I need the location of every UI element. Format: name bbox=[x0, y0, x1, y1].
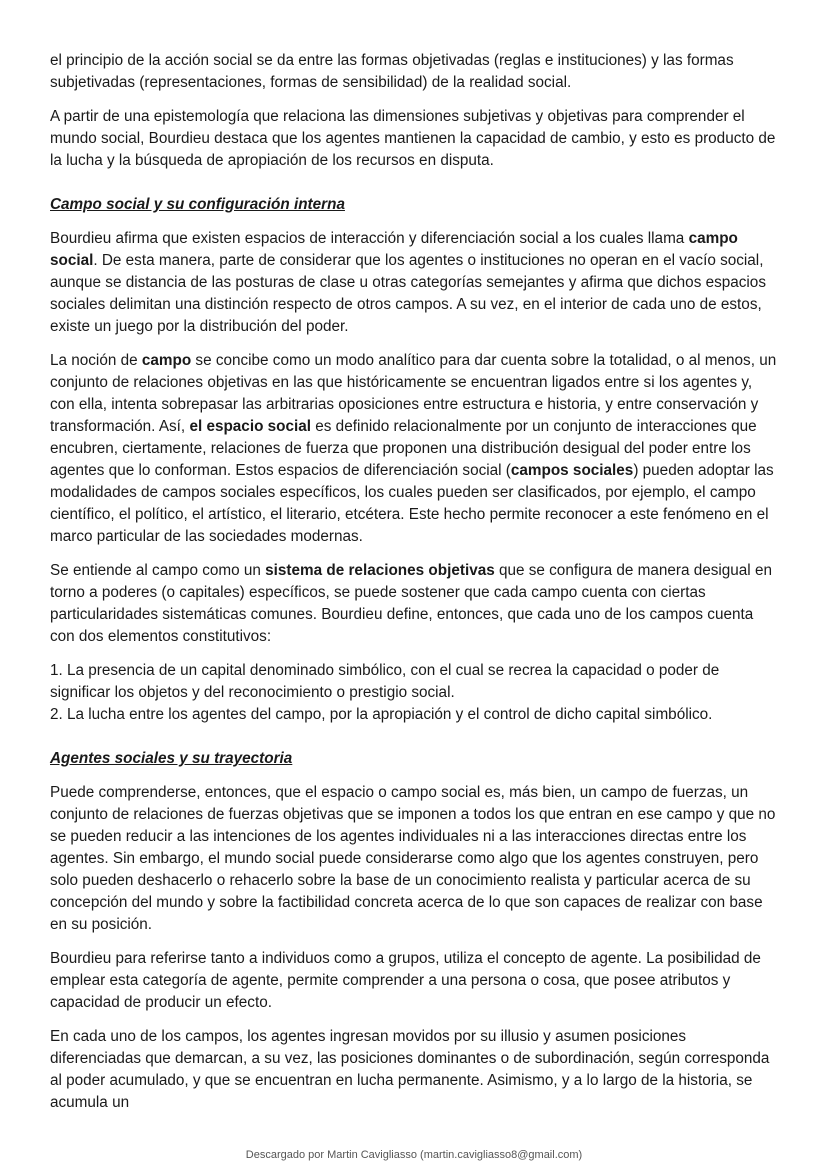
paragraph-epistemologia: A partir de una epistemología que relaciona las dimensiones subjetivas y objetivas para comprender el mundo social, Bourdieu destaca que los agentes mantienen la capacidad de cambio, y esto es producto de la lucha y la búsqueda de apropiación de los recursos en disputa. bbox=[50, 108, 776, 169]
section-heading-campo-social: Campo social y su configuración interna bbox=[50, 196, 345, 213]
text-segment: La noción de bbox=[50, 352, 142, 369]
bold-term-campos-sociales: campos sociales bbox=[510, 462, 634, 479]
text-segment: se concibe como un modo analítico para dar cuenta sobre la totalidad, o al menos, un conjunto de relaciones objetivas en las que históricamente se encuentran ligados entre si los agentes y, con ella, intenta sobrepasar las arbitrarias oposiciones entre estructura e historia, y entre conservación y transformación. Así, bbox=[50, 352, 777, 435]
list-item: 2. La lucha entre los agentes del campo, por la apropiación y el control de dicho capital simbólico. bbox=[50, 706, 713, 723]
text-segment: . De esta manera, parte de considerar que los agentes o instituciones no operan en el vacío social, aunque se distancia de las posturas de clase u otras categorías semejantes y afirma que dichos espacios sociales delimitan una distinción respecto de otros campos. A su vez, en el interior de cada uno de estos, existe un juego por la distribución del poder. bbox=[50, 252, 766, 335]
bold-term-espacio-social: el espacio social bbox=[189, 418, 312, 435]
text-segment: que se configura de manera desigual en torno a poderes (o capitales) específicos, se puede sostener que cada campo cuenta con ciertas particularidades sistemáticas comunes. Bourdieu define, entonces, que cada uno de los campos cuenta con dos elementos constitutivos: bbox=[50, 562, 772, 645]
bold-term-sistema-relaciones: sistema de relaciones objetivas bbox=[265, 562, 495, 579]
paragraph-campo-social-definicion bbox=[50, 228, 778, 338]
text-segment: Bourdieu afirma que existen espacios de interacción y diferenciación social a los cuales llama bbox=[50, 230, 689, 247]
text-segment: ) pueden adoptar las modalidades de campos sociales específicos, los cuales pueden ser clasificados, por ejemplo, el campo científico, el político, el artístico, el literario, etcétera. Este hecho permite reconocer a este fenómeno en el marco particular de las sociedades modernas. bbox=[50, 462, 774, 545]
text-segment: Se entiende al campo como un bbox=[50, 562, 266, 579]
document-page bbox=[50, 50, 778, 1126]
numbered-list bbox=[50, 660, 778, 726]
paragraph-nocion-campo bbox=[50, 350, 778, 548]
paragraph-accion-social: el principio de la acción social se da entre las formas objetivadas (reglas e instituciones) y las formas subjetivadas (representaciones, formas de sensibilidad) de la realidad social. bbox=[50, 52, 734, 91]
list-item: 1. La presencia de un capital denominado simbólico, con el cual se recrea la capacidad o poder de significar los objetos y del reconocimiento o prestigio social. bbox=[50, 662, 720, 701]
bold-term-campo-social: campo social bbox=[50, 230, 738, 269]
section-heading-agentes-sociales: Agentes sociales y su trayectoria bbox=[50, 750, 293, 767]
download-footer: Descargado por Martin Cavigliasso (martin.cavigliasso8@gmail.com) bbox=[245, 1149, 583, 1161]
bold-term-campo: campo bbox=[141, 352, 192, 369]
paragraph-concepto-agente: Bourdieu para referirse tanto a individuos como a grupos, utiliza el concepto de agente. La posibilidad de emplear esta categoría de agente, permite comprender a una persona o cosa, que posee atributos y capacidad de producir un efecto. bbox=[50, 950, 761, 1011]
text-segment: es definido relacionalmente por un conjunto de interacciones que encubren, ciertamente, relaciones de fuerza que proponen una distribución desigual del poder entre los agentes que lo conforman. Estos espacios de diferenciación social ( bbox=[50, 418, 757, 479]
paragraph-illusio: En cada uno de los campos, los agentes ingresan movidos por su illusio y asumen posiciones diferenciadas que demarcan, a su vez, las posiciones dominantes o de subordinación, según corresponda al poder acumulado, y que se encuentran en lucha permanente. Asimismo, y a lo largo de la historia, se acumula un bbox=[50, 1028, 770, 1111]
paragraph-campo-fuerzas: Puede comprenderse, entonces, que el espacio o campo social es, más bien, un campo de fuerzas, un conjunto de relaciones de fuerzas objetivas que se imponen a todos los que entran en ese campo y que no se pueden reducir a las intenciones de los agentes individuales ni a las interacciones directas entre los agentes. Sin embargo, el mundo social puede considerarse como algo que los agentes construyen, pero solo pueden deshacerlo o rehacerlo sobre la base de un conocimiento realista y particular acerca de su concepción del mundo y sobre la factibilidad concreta acerca de lo que son capaces de realizar con base en su posición. bbox=[50, 784, 776, 933]
paragraph-sistema-relaciones bbox=[50, 560, 778, 648]
